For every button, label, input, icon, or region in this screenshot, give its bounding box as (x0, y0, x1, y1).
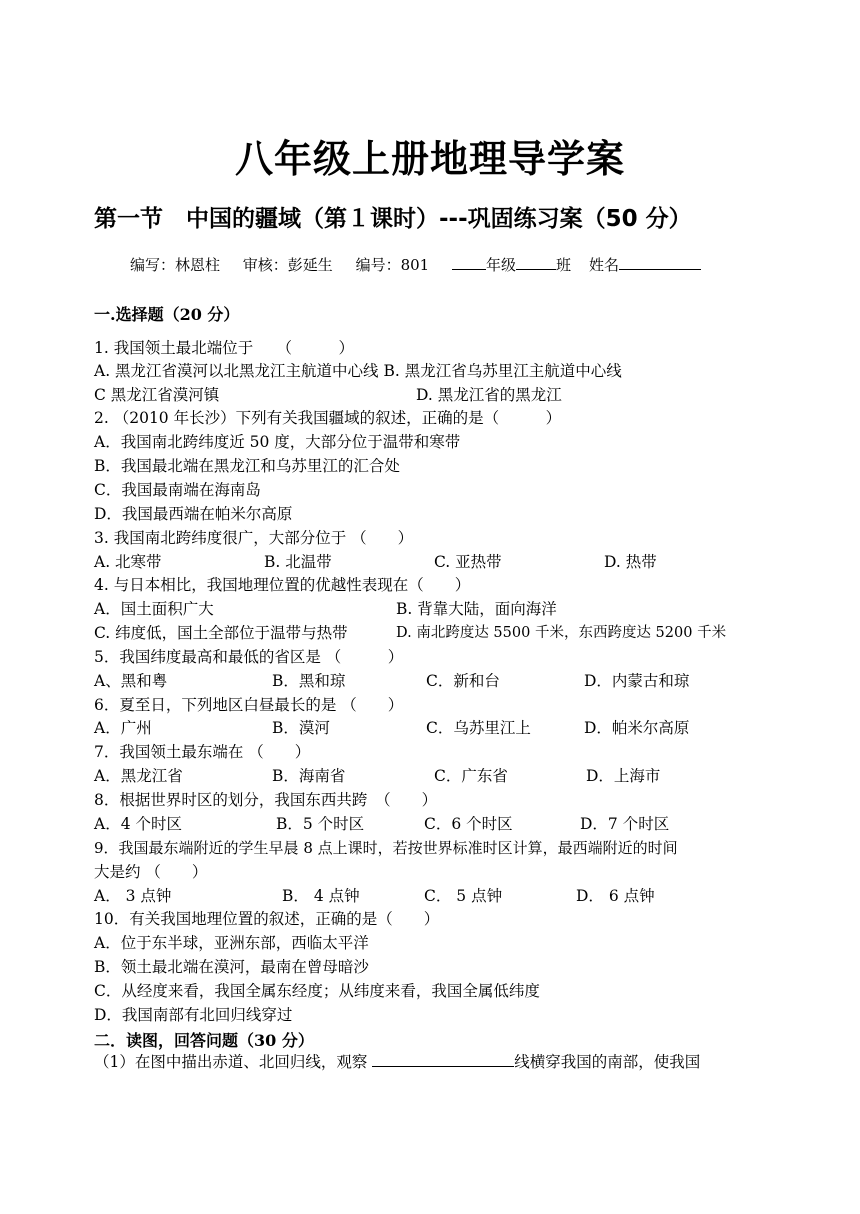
q11-line (94, 1052, 700, 1072)
q10-option-b: B．领土最北端在漠河，最南在曾母暗沙 (94, 958, 369, 976)
q2-stem: 2. （2010 年长沙）下列有关我国疆域的叙述，正确的是（ ） (94, 409, 562, 427)
q7-option-b: B．海南省 (272, 767, 346, 785)
q10-stem: 10．有关我国地理位置的叙述，正确的是（ ） (94, 910, 440, 928)
q9-stem-line1: 9．我国最东端附近的学生早晨 8 点上课时，若按世界标准时区计算，最西端附近的时间 (94, 839, 678, 857)
q6-option-a: A．广州 (94, 719, 152, 737)
meta-line (130, 254, 719, 275)
q10-option-a: A．位于东半球，亚洲东部，西临太平洋 (94, 934, 369, 952)
q1-stem: 1. 我国领土最北端位于 （ ） (94, 339, 354, 357)
q8-option-d: D．7 个时区 (580, 815, 670, 833)
q3-option-d: D. 热带 (604, 553, 657, 571)
q5-option-b: B．黑和琼 (272, 672, 346, 690)
q2-option-b: B．我国最北端在黑龙江和乌苏里江的汇合处 (94, 457, 400, 475)
q4-option-b: B. 背靠大陆，面向海洋 (396, 600, 557, 618)
q10-option-c: C．从经度来看，我国全属东经度；从纬度来看，我国全属低纬度 (94, 982, 540, 1000)
q8-stem: 8．根据世界时区的划分，我国东西共跨 （ ） (94, 791, 438, 809)
section-choice-heading: 一.选择题（20 分） (94, 305, 240, 324)
q3-stem: 3. 我国南北跨纬度很广，大部分位于 （ ） (94, 529, 414, 547)
q3-option-a: A. 北寒带 (94, 553, 162, 571)
name-blank[interactable] (619, 255, 701, 270)
q1-option-c: C 黑龙江省漠河镇 (94, 386, 220, 404)
name-label: 姓名 (589, 256, 620, 274)
q9-option-b: B． 4 点钟 (282, 887, 360, 905)
grade-blank[interactable] (452, 255, 486, 270)
q11-answer-blank[interactable] (372, 1052, 514, 1067)
q7-stem: 7．我国领土最东端在 （ ） (94, 743, 311, 761)
q4-option-c: C. 纬度低，国土全部位于温带与热带 (94, 624, 348, 642)
q4-stem: 4. 与日本相比，我国地理位置的优越性表现在（ ） (94, 576, 471, 594)
q10-option-d: D．我国南部有北回归线穿过 (94, 1006, 293, 1024)
q11-part2: 线横穿我国的南部，使我国 (514, 1053, 701, 1071)
q5-stem: 5．我国纬度最高和最低的省区是 （ ） (94, 648, 404, 666)
section-map-heading: 二．读图，回答问题（30 分） (94, 1031, 314, 1050)
q3-option-b: B. 北温带 (264, 553, 332, 571)
q2-option-a: A．我国南北跨纬度近 50 度，大部分位于温带和寒带 (94, 433, 461, 451)
q1-option-d: D. 黑龙江省的黑龙江 (416, 386, 562, 404)
q8-option-a: A．4 个时区 (94, 815, 182, 833)
q7-option-a: A．黑龙江省 (94, 767, 183, 785)
number-label: 编号：801 (355, 256, 430, 274)
q9-option-c: C． 5 点钟 (424, 887, 503, 905)
q7-option-d: D．上海市 (586, 767, 661, 785)
q4-option-d: D. 南北跨度达 5500 千米，东西跨度达 5200 千米 (396, 625, 727, 641)
q6-stem: 6．夏至日，下列地区白昼最长的是 （ ） (94, 696, 404, 714)
editor-label: 编写：林恩柱 (130, 256, 221, 274)
q9-option-d: D． 6 点钟 (576, 887, 655, 905)
q3-option-c: C. 亚热带 (434, 553, 502, 571)
q11-part1: （1）在图中描出赤道、北回归线，观察 (94, 1053, 373, 1071)
q5-option-c: C．新和台 (426, 672, 500, 690)
q1-option-ab: A. 黑龙江省漠河以北黑龙江主航道中心线 B. 黑龙江省乌苏里江主航道中心线 (94, 362, 622, 380)
q5-option-a: A、黑和粤 (94, 672, 168, 690)
q6-option-b: B．漠河 (272, 719, 330, 737)
q6-option-d: D．帕米尔高原 (584, 719, 690, 737)
class-blank[interactable] (516, 255, 556, 270)
page-subtitle: 第一节 中国的疆域（第１课时）---巩固练习案（50 分） (94, 206, 692, 232)
q9-option-a: A． 3 点钟 (94, 887, 172, 905)
q8-option-c: C．6 个时区 (424, 815, 513, 833)
q6-option-c: C．乌苏里江上 (426, 719, 531, 737)
q7-option-c: C．广东省 (434, 767, 508, 785)
q8-option-b: B．5 个时区 (276, 815, 365, 833)
class-label: 班 (556, 256, 572, 274)
page-title: 八年级上册地理导学案 (234, 137, 625, 181)
q5-option-d: D．内蒙古和琼 (584, 672, 690, 690)
q9-stem-line2: 大是约 （ ） (94, 863, 208, 881)
q2-option-d: D．我国最西端在帕米尔高原 (94, 505, 293, 523)
q2-option-c: C．我国最南端在海南岛 (94, 481, 261, 499)
grade-label: 年级 (486, 256, 517, 274)
q4-option-a: A．国土面积广大 (94, 600, 214, 618)
reviewer-label: 审核：彭延生 (242, 256, 333, 274)
